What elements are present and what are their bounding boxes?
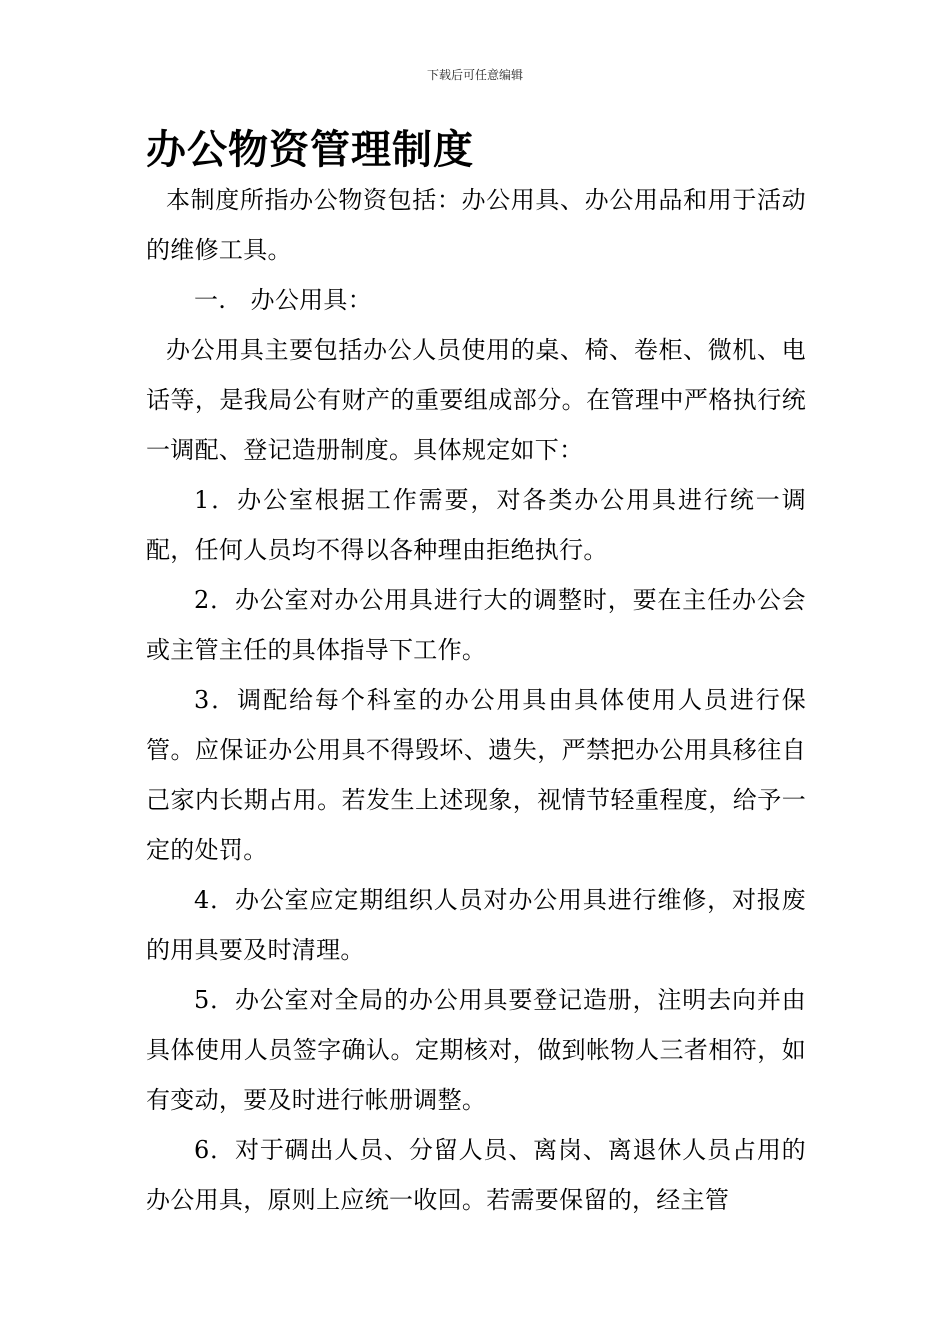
paragraph-intro: 本制度所指办公物资包括：办公用具、办公用品和用于活动的维修工具。 [146, 186, 806, 264]
section-heading-office-furniture: 一. 办公用具： [194, 286, 373, 314]
rule-item-4: 4．办公室应定期组织人员对办公用具进行维修，对报废的用具要及时清理。 [146, 886, 806, 964]
document-title: 办公物资管理制度 [146, 127, 474, 173]
header-note: 下载后可任意编辑 [426, 68, 523, 82]
document-body [146, 175, 806, 1225]
rule-item-3: 3．调配给每个科室的办公用具由具体使用人员进行保管。应保证办公用具不得毁坏、遗失，严禁把办公用具移往自己家内长期占用。若发生上述现象，视情节轻重程度，给予一定的处罚。 [146, 686, 806, 864]
paragraph-furniture-overview: 办公用具主要包括办公人员使用的桌、椅、卷柜、微机、电话等，是我局公有财产的重要组成部分。在管理中严格执行统一调配、登记造册制度。具体规定如下： [146, 336, 806, 464]
rule-item-2: 2．办公室对办公用具进行大的调整时，要在主任办公会或主管主任的具体指导下工作。 [146, 586, 806, 664]
rule-item-6: 6．对于碉出人员、分留人员、离岗、离退休人员占用的办公用具，原则上应统一收回。若需要保留的，经主管 [146, 1136, 806, 1214]
rule-item-5: 5．办公室对全局的办公用具要登记造册，注明去向并由具体使用人员签字确认。定期核对，做到帐物人三者相符，如有变动，要及时进行帐册调整。 [146, 986, 806, 1114]
rule-item-1: 1．办公室根据工作需要，对各类办公用具进行统一调配，任何人员均不得以各种理由拒绝执行。 [146, 486, 806, 564]
